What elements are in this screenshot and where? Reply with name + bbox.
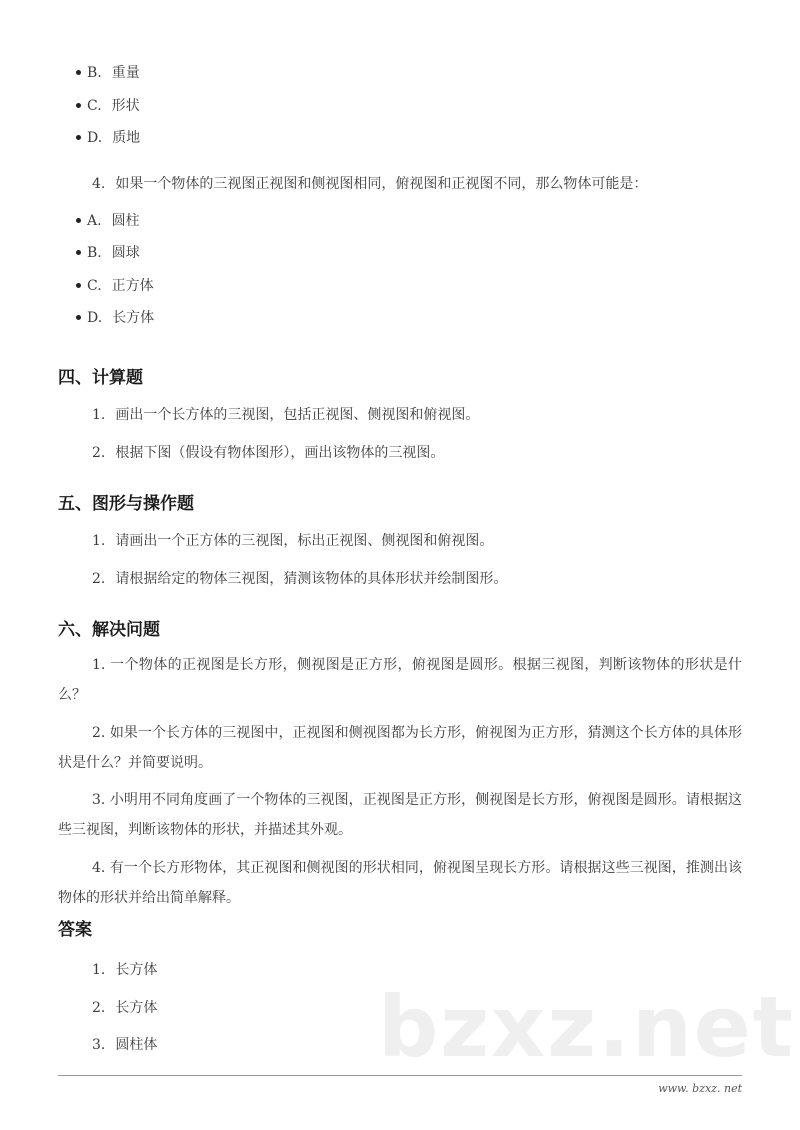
problem-paragraph: 4. 有一个长方形物体，其正视图和侧视图的形状相同，俯视图呈现长方形。请根据这些三视图，推测出该物体的形状并给出简单解释。 xyxy=(58,860,742,906)
option-item: B. 重量 xyxy=(76,63,140,83)
option-item: D. 长方体 xyxy=(76,308,154,328)
footer-url: www. bzxz. net xyxy=(658,1082,742,1095)
footer-divider xyxy=(58,1075,742,1076)
bullet-icon xyxy=(76,315,81,320)
section-heading: 五、图形与操作题 xyxy=(58,494,194,514)
answer-item: 1. 长方体 xyxy=(92,962,158,978)
option-item: C. 正方体 xyxy=(76,276,154,296)
section-heading: 六、解决问题 xyxy=(58,620,160,640)
bullet-icon xyxy=(76,250,81,255)
list-item: 1. 画出一个长方体的三视图，包括正视图、侧视图和俯视图。 xyxy=(92,407,480,423)
list-item: 2. 根据下图（假设有物体图形），画出该物体的三视图。 xyxy=(92,445,445,461)
problem-paragraph: 3. 小明用不同角度画了一个物体的三视图，正视图是正方形，侧视图是长方形，俯视图是圆形。请根据这些三视图，判断该物体的形状，并描述其外观。 xyxy=(58,792,742,838)
question-4: 4. 如果一个物体的三视图正视图和侧视图相同，俯视图和正视图不同，那么物体可能是： xyxy=(92,176,648,192)
problem-paragraph: 1. 一个物体的正视图是长方形，侧视图是正方形，俯视图是圆形。根据三视图，判断该物体的形状是什么？ xyxy=(58,657,742,703)
section-heading: 四、计算题 xyxy=(58,368,143,388)
bullet-icon xyxy=(76,70,81,75)
list-item: 2. 请根据给定的物体三视图，猜测该物体的具体形状并绘制图形。 xyxy=(92,571,508,587)
answer-item: 2. 长方体 xyxy=(92,1000,158,1016)
answers-heading: 答案 xyxy=(58,920,92,940)
option-item: D. 质地 xyxy=(76,128,140,148)
watermark: bzxz.net xyxy=(378,978,795,1076)
answer-item: 3. 圆柱体 xyxy=(92,1037,158,1053)
bullet-icon xyxy=(76,135,81,140)
bullet-icon xyxy=(76,283,81,288)
option-item: B. 圆球 xyxy=(76,243,140,263)
bullet-icon xyxy=(76,103,81,108)
list-item: 1. 请画出一个正方体的三视图，标出正视图、侧视图和俯视图。 xyxy=(92,533,494,549)
bullet-icon xyxy=(76,218,81,223)
option-item: C. 形状 xyxy=(76,96,140,116)
option-item: A. 圆柱 xyxy=(76,211,140,231)
problem-paragraph: 2. 如果一个长方体的三视图中，正视图和侧视图都为长方形，俯视图为正方形，猜测这个长方体的具体形状是什么？并简要说明。 xyxy=(58,725,742,771)
